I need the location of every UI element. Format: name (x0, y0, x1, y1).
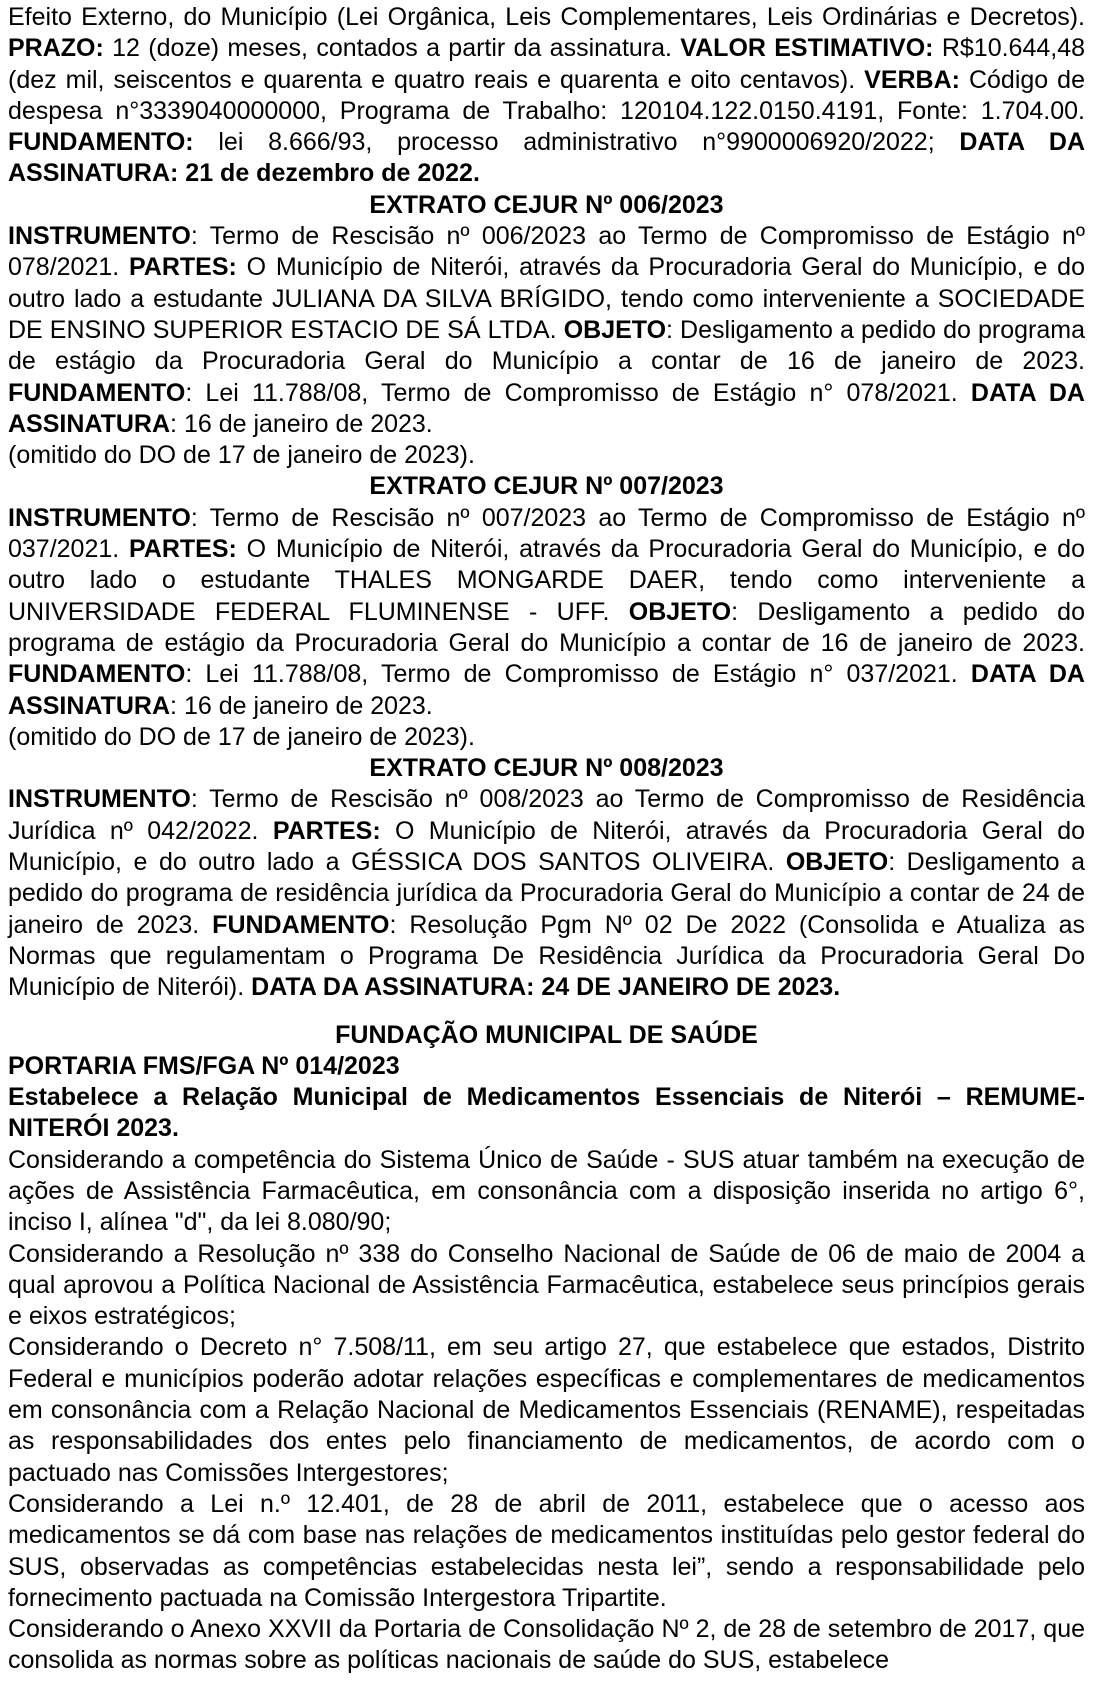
extrato-007-title: EXTRATO CEJUR Nº 007/2023 (369, 472, 724, 501)
intro-paragraph: Efeito Externo, do Município (Lei Orgânica, Leis Complementares, Leis Ordinárias e Decretos). PRAZO: 12 (doze) meses, contados a partir da assinatura. VALOR ESTIMATIVO: R$10.644,48 (dez mil, seiscentos e quarenta e quatro reais e quarenta e oito centavos). VERBA: Código de despesa n°3339040000000, Programa de Trabalho: 120104.122.0150.4191, Fonte: 1.704.00. FUNDAMENTO: lei 8.666/93, processo administrativo n°9900006920/2022; DATA DA ASSINATURA: 21 de dezembro de 2022. (8, 3, 1086, 188)
portaria-title: PORTARIA FMS/FGA Nº 014/2023 (8, 1051, 400, 1080)
considerando-2: Considerando a Resolução nº 338 do Conselho Nacional de Saúde de 06 de maio de 2004 a qual aprovou a Política Nacional de Assistência Farmacêutica, estabelece seus princípios gerais e eixos estratégicos; (8, 1239, 1085, 1331)
considerando-3: Considerando o Decreto n° 7.508/11, em seu artigo 27, que estabelece que estados, Distrito Federal e municípios poderão adotar relações específicas e complementares de medicamentos em consonância com a Relação Nacional de Medicamentos Essenciais (RENAME), respeitadas as responsabilidades dos entes pelo financiamento de medicamentos, de acordo com o pactuado nas Comissões Intergestores; (8, 1333, 1085, 1487)
fms-section-title: FUNDAÇÃO MUNICIPAL DE SAÚDE (335, 1020, 758, 1049)
considerando-1: Considerando a competência do Sistema Único de Saúde - SUS atuar também na execução de ações de Assistência Farmacêutica, em consonância com a disposição inserida no artigo 6°, inciso I, alínea "d", da lei 8.080/90; (8, 1145, 1085, 1237)
considerando-5: Considerando o Anexo XXVII da Portaria de Consolidação Nº 2, de 28 de setembro de 2017, que consolida as normas sobre as políticas nacionais de saúde do SUS, estabelece (8, 1615, 1085, 1675)
extrato-006-body: INSTRUMENTO: Termo de Rescisão nº 006/2023 ao Termo de Compromisso de Estágio nº 078/2021. PARTES: O Município de Niterói, através da Procuradoria Geral do Município, e do outro lado a estudante JULIANA DA SILVA BRÍGIDO, tendo como interveniente a SOCIEDADE DE ENSINO SUPERIOR ESTACIO DE SÁ LTDA. OBJETO: Desligamento a pedido do programa de estágio da Procuradoria Geral do Município a contar de 16 de janeiro de 2023. FUNDAMENTO: Lei 11.788/08, Termo de Compromisso de Estágio n° 078/2021. DATA DA ASSINATURA: 16 de janeiro de 2023. (8, 222, 1086, 438)
extrato-006-title: EXTRATO CEJUR Nº 006/2023 (369, 190, 724, 219)
extrato-008-body: INSTRUMENTO: Termo de Rescisão nº 008/2023 ao Termo de Compromisso de Residência Jurídica nº 042/2022. PARTES: O Município de Niterói, através da Procuradoria Geral do Município, e do outro lado a GÉSSICA DOS SANTOS OLIVEIRA. OBJETO: Desligamento a pedido do programa de residência jurídica da Procuradoria Geral do Município a contar de 24 de janeiro de 2023. FUNDAMENTO: Resolução Pgm Nº 02 De 2022 (Consolida e Atualiza as Normas que regulamentam o Programa De Residência Jurídica da Procuradoria Geral Do Município de Niterói). DATA DA ASSINATURA: 24 DE JANEIRO DE 2023. (8, 785, 1086, 1002)
extrato-007-omitido: (omitido do DO de 17 de janeiro de 2023). (8, 722, 475, 751)
extrato-007-body: INSTRUMENTO: Termo de Rescisão nº 007/2023 ao Termo de Compromisso de Estágio nº 037/2021. PARTES: O Município de Niterói, através da Procuradoria Geral do Município, e do outro lado o estudante THALES MONGARDE DAER, tendo como interveniente a UNIVERSIDADE FEDERAL FLUMINENSE - UFF. OBJETO: Desligamento a pedido do programa de estágio da Procuradoria Geral do Município a contar de 16 de janeiro de 2023. FUNDAMENTO: Lei 11.788/08, Termo de Compromisso de Estágio n° 037/2021. DATA DA ASSINATURA: 16 de janeiro de 2023. (8, 503, 1085, 720)
extrato-008-title: EXTRATO CEJUR Nº 008/2023 (369, 754, 724, 783)
extrato-006-omitido: (omitido do DO de 17 de janeiro de 2023). (8, 441, 475, 470)
portaria-ementa: Estabelece a Relação Municipal de Medicamentos Essenciais de Niterói – REMUME-NITERÓI 2023. (8, 1083, 1085, 1143)
considerando-4: Considerando a Lei n.º 12.401, de 28 de abril de 2011, estabelece que o acesso aos medicamentos se dá com base nas relações de medicamentos instituídas pelo gestor federal do SUS, observadas as competências estabelecidas nesta lei”, sendo a responsabilidade pelo fornecimento pactuada na Comissão Intergestora Tripartite. (8, 1489, 1085, 1612)
